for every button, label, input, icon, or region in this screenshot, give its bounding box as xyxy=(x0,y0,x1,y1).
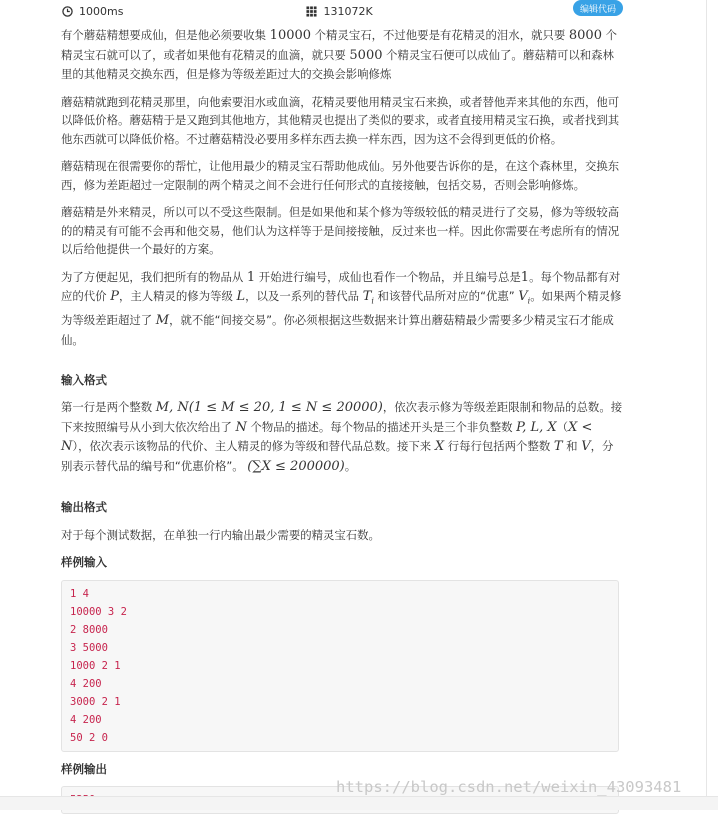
input-math-n: N xyxy=(235,419,247,435)
p1-text-3: 个精灵宝石就可以了，或者如果他有花精灵的血滴，就只要 xyxy=(61,28,618,62)
sample-input-line: 4 200 xyxy=(70,677,102,690)
input-math-x: X xyxy=(434,439,445,455)
p1-value-1: 10000 xyxy=(269,28,312,43)
edit-code-button[interactable]: 编辑代码 xyxy=(573,0,623,16)
memory-limit xyxy=(306,5,372,18)
sample-input-line: 10000 3 2 xyxy=(70,605,127,618)
paragraph-3: 蘑菇精现在很需要你的帮忙，让他用最少的精灵宝石帮助他成仙。另外他要告诉你的是，在这个森林里，交换东西，修为差距超过一定限制的两个精灵之间不会进行任何形式的直接接触，包括交易，否则会影响修炼。 xyxy=(61,159,620,192)
input-text-6: 行每行包括两个整数 xyxy=(447,439,551,454)
p5-text-8: ，就不能“间接交易”。你必须根据这些数据来计算出蘑菇精最少需要多少精灵宝石才能成仙。 xyxy=(61,313,614,347)
p5-math-ti xyxy=(363,289,374,304)
input-text-7: 和 xyxy=(566,439,578,454)
p5-math-p: P xyxy=(110,289,119,304)
page-frame-bottom xyxy=(0,796,718,810)
p5-math-vi xyxy=(518,289,530,304)
input-text-2: ，依次表示修为等级差距限制和物品的总数。接下来按照编号从小到大依次给出了 xyxy=(61,400,623,434)
input-text-8: ，分别表示替代品的编号和“优惠价格”。 xyxy=(61,439,614,473)
p5-text-4: ，主人精灵的修为等级 xyxy=(118,289,233,303)
input-math-t: T xyxy=(553,439,563,455)
input-math-x-lt-n: X < N xyxy=(61,419,593,455)
sample-input-line: 4 200 xyxy=(70,713,102,726)
time-limit-value: 1000ms xyxy=(79,4,124,18)
p5-text-5: ，以及一系列的替代品 xyxy=(245,289,360,303)
sample-input-line: 50 2 0 xyxy=(70,731,108,744)
input-text-3: 个物品的描述。每个物品的描述开头是三个非负整数 xyxy=(250,419,513,434)
sample-input-line: 1000 2 1 xyxy=(70,659,121,672)
page-frame-right xyxy=(706,0,707,796)
input-math-plx: P, L, X xyxy=(516,419,557,435)
p1-text-1: 有个蘑菇精想要成仙，但是他必须要收集 xyxy=(61,28,267,42)
output-format-heading: 输出格式 xyxy=(61,500,107,515)
input-text-1: 第一行是两个整数 xyxy=(61,400,153,415)
paragraph-5 xyxy=(61,268,623,350)
input-math-v: V xyxy=(581,439,591,455)
p1-text-4: 个精灵宝石便可以成仙了。蘑菇精可以和森林里的其他精灵交换东西，但是修为等级差距过大的交换会影响修炼 xyxy=(61,47,614,81)
sample-input-block[interactable] xyxy=(61,580,619,752)
output-format-text: 对于每个测试数据，在单独一行内输出最少需要的精灵宝石数。 xyxy=(61,528,380,543)
sample-input-line: 1 4 xyxy=(70,587,89,600)
paragraph-4: 蘑菇精是外来精灵，所以可以不受这些限制。但是如果他和某个修为等级较低的精灵进行了交易，修为等级较高的的精灵有可能不会再和他交易，他们认为这样等于是间接接触，反过来也一样。因此你需要在考虑所有的情况以后给他提供一个最好的方案。 xyxy=(61,205,620,256)
clock-icon xyxy=(62,6,73,17)
problem-meta xyxy=(62,2,373,20)
sample-input-heading: 样例输入 xyxy=(61,554,107,569)
p5-math-l: L xyxy=(236,289,246,304)
time-limit xyxy=(62,5,123,18)
p1-value-3: 5000 xyxy=(349,47,383,63)
input-math-sum: (∑X ≤ 200000) xyxy=(247,458,345,474)
input-math-constraint: M, N(1 ≤ M ≤ 20, 1 ≤ N ≤ 20000) xyxy=(155,400,383,416)
p1-text-2: 个精灵宝石，不过他要是有花精灵的泪水，就只要 xyxy=(314,28,566,42)
p5-math-t-sub: i xyxy=(371,296,374,306)
paragraph-1 xyxy=(61,26,623,84)
p5-text-1: 为了方便起见，我们把所有的物品从 xyxy=(61,269,244,284)
p5-text-7: 。如果两个精灵修为等级差距超过了 xyxy=(61,289,622,328)
watermark-url: https://blog.csdn.net/weixin_43093481 xyxy=(336,778,682,796)
input-text-5: ），依次表示该物品的代价、主人精灵的修为等级和替代品总数。接下来 xyxy=(72,439,432,454)
sample-input-line: 3000 2 1 xyxy=(70,695,121,708)
input-text-9: 。 xyxy=(344,458,357,473)
sample-input-line: 3 5000 xyxy=(70,641,108,654)
p5-text-2: 开始进行编号，成仙也看作一个物品，并且编号总是 xyxy=(258,269,521,284)
problem-description xyxy=(61,26,623,814)
input-format-text xyxy=(61,398,623,476)
p5-math-t: T xyxy=(362,289,372,304)
input-text-4: （ xyxy=(556,419,569,434)
input-format-heading: 输入格式 xyxy=(61,373,107,388)
sample-input-line: 2 8000 xyxy=(70,623,108,636)
paragraph-2: 蘑菇精就跑到花精灵那里，向他索要泪水或血滴，花精灵要他用精灵宝石来换，或者替他弄来其他的东西，他可以降低价格。蘑菇精于是又跑到其他地方，其他精灵也提出了类似的要求，或者直接用精灵宝石换，或者找到其他东西就可以降低价格。不过蘑菇精没必要用多样东西去换一样东西，因为这不会得到更低的价格。 xyxy=(61,94,620,146)
p5-value-2: 1 xyxy=(520,269,530,285)
p5-value-1: 1 xyxy=(246,269,256,285)
p5-math-v: V xyxy=(518,289,528,304)
p5-text-3: 。每个物品都有对应的代价 xyxy=(61,269,621,303)
p5-math-v-sub: i xyxy=(527,296,531,306)
memory-icon xyxy=(306,6,317,17)
memory-limit-value: 131072K xyxy=(323,4,373,18)
p5-text-6: 和该替代品所对应的“优惠” xyxy=(377,289,515,303)
p1-value-2: 8000 xyxy=(568,28,602,43)
sample-output-heading: 样例输出 xyxy=(61,761,107,776)
p5-math-m: M xyxy=(155,313,170,329)
